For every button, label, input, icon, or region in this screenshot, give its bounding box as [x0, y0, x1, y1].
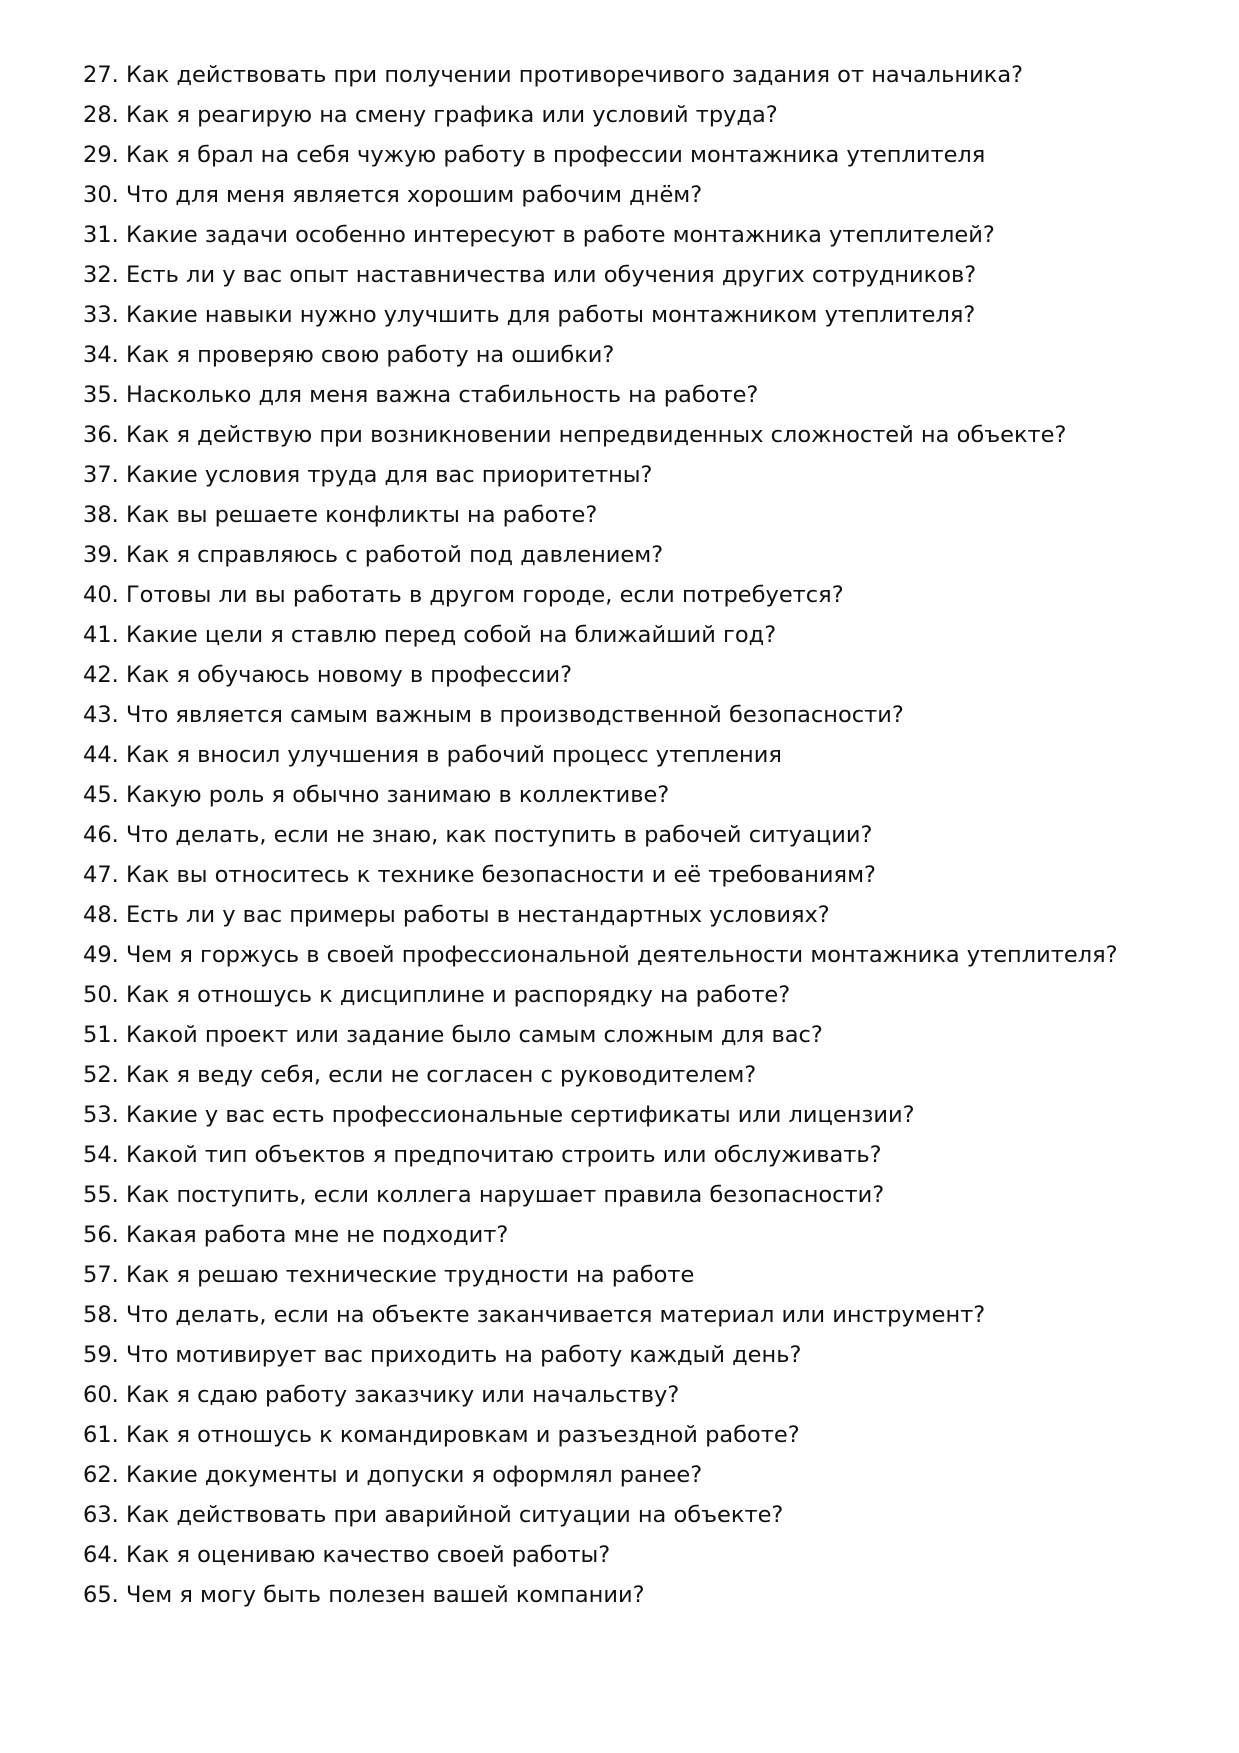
question-text: Какая работа мне не подходит? — [125, 1222, 509, 1248]
question-number: 49. — [83, 942, 119, 968]
question-text: Какой проект или задание было самым сложным для вас? — [125, 1022, 823, 1048]
question-number: 54. — [83, 1142, 119, 1168]
list-item — [83, 702, 1183, 742]
list-item — [83, 982, 1183, 1022]
question-number: 61. — [83, 1422, 119, 1448]
question-text: Как я обучаюсь новому в профессии? — [125, 662, 573, 688]
list-item — [83, 1382, 1183, 1422]
question-number: 44. — [83, 742, 119, 768]
question-number: 58. — [83, 1302, 119, 1328]
question-number: 57. — [83, 1262, 119, 1288]
question-number: 31. — [83, 222, 119, 248]
question-number: 46. — [83, 822, 119, 848]
question-text: Какие задачи особенно интересуют в работе монтажника утеплителей? — [125, 222, 995, 248]
question-number: 53. — [83, 1102, 119, 1128]
list-item — [83, 862, 1183, 902]
question-text: Как я отношусь к дисциплине и распорядку на работе? — [125, 982, 791, 1008]
question-number: 41. — [83, 622, 119, 648]
list-item — [83, 782, 1183, 822]
question-text: Как вы решаете конфликты на работе? — [125, 502, 598, 528]
list-item — [83, 1542, 1183, 1582]
list-item — [83, 582, 1183, 622]
question-text: Какой тип объектов я предпочитаю строить или обслуживать? — [125, 1142, 882, 1168]
question-text: Что делать, если не знаю, как поступить в рабочей ситуации? — [125, 822, 873, 848]
list-item — [83, 1102, 1183, 1142]
question-number: 37. — [83, 462, 119, 488]
question-number: 29. — [83, 142, 119, 168]
question-text: Как я брал на себя чужую работу в профессии монтажника утеплителя — [125, 142, 986, 168]
question-number: 30. — [83, 182, 119, 208]
list-item — [83, 422, 1183, 462]
question-text: Как вы относитесь к технике безопасности и её требованиям? — [125, 862, 877, 888]
question-number: 51. — [83, 1022, 119, 1048]
question-text: Как я сдаю работу заказчику или начальству? — [125, 1382, 680, 1408]
question-text: Как я отношусь к командировкам и разъездной работе? — [125, 1422, 800, 1448]
list-item — [83, 342, 1183, 382]
question-number: 35. — [83, 382, 119, 408]
list-item — [83, 1502, 1183, 1542]
list-item — [83, 1422, 1183, 1462]
question-number: 65. — [83, 1582, 119, 1608]
list-item — [83, 1582, 1183, 1622]
question-number: 43. — [83, 702, 119, 728]
question-number: 38. — [83, 502, 119, 528]
question-number: 42. — [83, 662, 119, 688]
question-text: Что для меня является хорошим рабочим днём? — [125, 182, 703, 208]
question-number: 40. — [83, 582, 119, 608]
question-text: Как я веду себя, если не согласен с руководителем? — [125, 1062, 757, 1088]
list-item — [83, 102, 1183, 142]
list-item — [83, 1022, 1183, 1062]
question-text: Есть ли у вас примеры работы в нестандартных условиях? — [125, 902, 830, 928]
list-item — [83, 182, 1183, 222]
question-number: 33. — [83, 302, 119, 328]
list-item — [83, 1302, 1183, 1342]
list-item — [83, 502, 1183, 542]
question-text: Какие навыки нужно улучшить для работы монтажником утеплителя? — [125, 302, 976, 328]
question-text: Как я справляюсь с работой под давлением? — [125, 542, 664, 568]
question-text: Как я действую при возникновении непредвиденных сложностей на объекте? — [125, 422, 1067, 448]
list-item — [83, 662, 1183, 702]
question-number: 55. — [83, 1182, 119, 1208]
question-text: Чем я могу быть полезен вашей компании? — [125, 1582, 645, 1608]
list-item — [83, 1222, 1183, 1262]
question-number: 62. — [83, 1462, 119, 1488]
list-item — [83, 302, 1183, 342]
question-number: 34. — [83, 342, 119, 368]
question-number: 50. — [83, 982, 119, 1008]
question-text: Какие у вас есть профессиональные сертификаты или лицензии? — [125, 1102, 915, 1128]
question-text: Как действовать при получении противоречивого задания от начальника? — [125, 62, 1024, 88]
question-number: 45. — [83, 782, 119, 808]
question-number: 64. — [83, 1542, 119, 1568]
list-item — [83, 1182, 1183, 1222]
question-text: Что делать, если на объекте заканчивается материал или инструмент? — [125, 1302, 986, 1328]
question-text: Насколько для меня важна стабильность на работе? — [125, 382, 759, 408]
question-text: Какие документы и допуски я оформлял ранее? — [125, 1462, 703, 1488]
list-item — [83, 142, 1183, 182]
question-number: 56. — [83, 1222, 119, 1248]
question-text: Чем я горжусь в своей профессиональной деятельности монтажника утеплителя? — [125, 942, 1118, 968]
list-item — [83, 1342, 1183, 1382]
question-number: 60. — [83, 1382, 119, 1408]
question-text: Как я оцениваю качество своей работы? — [125, 1542, 611, 1568]
question-number: 39. — [83, 542, 119, 568]
list-item — [83, 742, 1183, 782]
list-item — [83, 1462, 1183, 1502]
question-text: Какие условия труда для вас приоритетны? — [125, 462, 653, 488]
list-item — [83, 262, 1183, 302]
list-item — [83, 62, 1183, 102]
question-number: 28. — [83, 102, 119, 128]
question-text: Как поступить, если коллега нарушает правила безопасности? — [125, 1182, 885, 1208]
list-item — [83, 942, 1183, 982]
list-item — [83, 822, 1183, 862]
question-number: 27. — [83, 62, 119, 88]
question-text: Есть ли у вас опыт наставничества или обучения других сотрудников? — [125, 262, 977, 288]
question-text: Как я вносил улучшения в рабочий процесс утепления — [125, 742, 782, 768]
list-item — [83, 622, 1183, 662]
question-text: Какие цели я ставлю перед собой на ближайший год? — [125, 622, 777, 648]
question-number: 48. — [83, 902, 119, 928]
list-item — [83, 902, 1183, 942]
list-item — [83, 382, 1183, 422]
question-text: Как я реагирую на смену графика или условий труда? — [125, 102, 778, 128]
question-number: 59. — [83, 1342, 119, 1368]
question-number: 36. — [83, 422, 119, 448]
question-text: Как я проверяю свою работу на ошибки? — [125, 342, 615, 368]
question-text: Как действовать при аварийной ситуации на объекте? — [125, 1502, 784, 1528]
list-item — [83, 1142, 1183, 1182]
question-list — [83, 62, 1183, 1622]
list-item — [83, 462, 1183, 502]
list-item — [83, 1262, 1183, 1302]
question-text: Готовы ли вы работать в другом городе, если потребуется? — [125, 582, 844, 608]
question-text: Что мотивирует вас приходить на работу каждый день? — [125, 1342, 802, 1368]
question-text: Какую роль я обычно занимаю в коллективе? — [125, 782, 670, 808]
question-text: Что является самым важным в производственной безопасности? — [125, 702, 904, 728]
list-item — [83, 1062, 1183, 1102]
question-text: Как я решаю технические трудности на работе — [125, 1262, 695, 1288]
list-item — [83, 222, 1183, 262]
question-number: 52. — [83, 1062, 119, 1088]
question-number: 47. — [83, 862, 119, 888]
list-item — [83, 542, 1183, 582]
question-number: 63. — [83, 1502, 119, 1528]
question-number: 32. — [83, 262, 119, 288]
